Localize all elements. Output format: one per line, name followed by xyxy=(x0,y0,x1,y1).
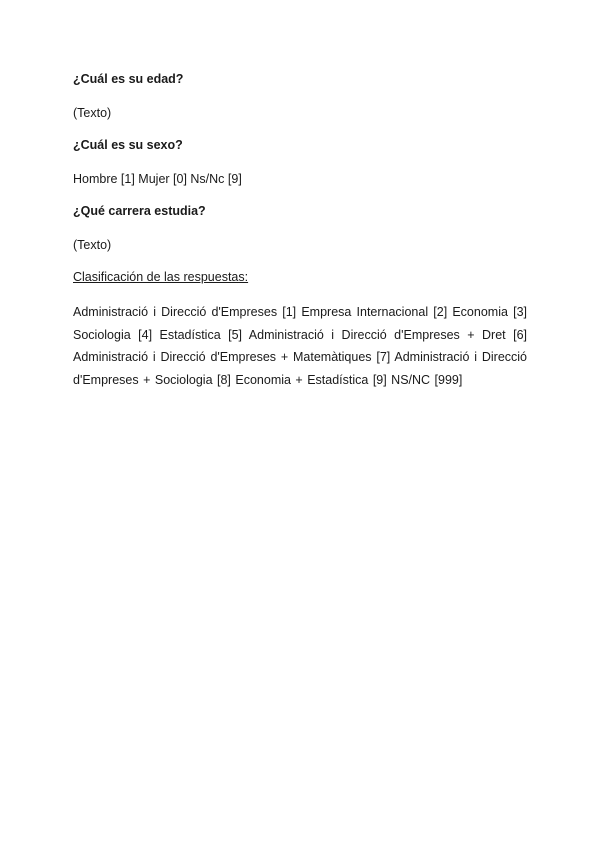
answer-sex: Hombre [1] Mujer [0] Ns/Nc [9] xyxy=(73,172,242,186)
question-sex: ¿Cuál es su sexo? xyxy=(73,138,183,152)
answer-age: (Texto) xyxy=(73,106,112,120)
classification-heading: Clasificación de las respuestas: xyxy=(73,270,249,284)
question-degree: ¿Qué carrera estudia? xyxy=(73,204,206,218)
classification-codes: Administració i Direcció d'Empreses [1] Empresa Internacional [2] Economia [3] Sociologia [4] Estadística [5] Administració i Direcció d'Empreses + Dret [6] Administració i Direcció d'Empreses + Matemàtiques [7] Administració i Direcció d'Empreses + Sociologia [8] Economia + Estadística [9] NS/NC [999] xyxy=(73,305,527,387)
document-content xyxy=(73,71,527,391)
answer-degree: (Texto) xyxy=(73,238,112,252)
question-age: ¿Cuál es su edad? xyxy=(73,72,184,86)
